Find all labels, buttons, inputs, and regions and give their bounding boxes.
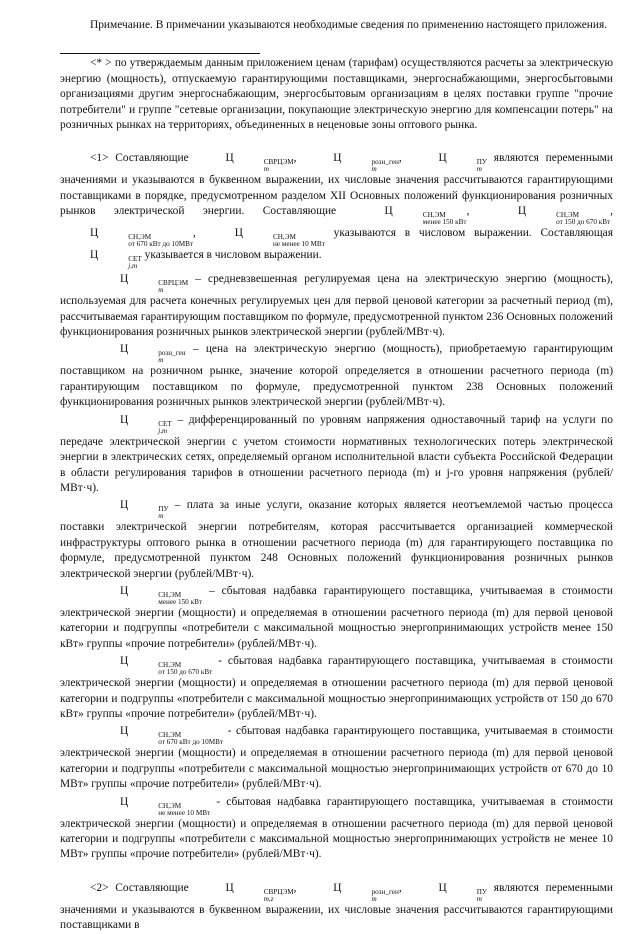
symbol-c-set: Ц СЕТ j,m: [120, 413, 172, 435]
symbol-c-snem-150-670: Ц СН,ЭМ от 150 до 670 кВт: [120, 655, 213, 677]
symbol-c-pu: Ц ПУ m: [438, 881, 487, 903]
symbol-c-set: Ц СЕТ j,m: [90, 249, 142, 271]
symbol-c-snem-ge10: Ц СН,ЭМ не менее 10 МВт: [234, 227, 325, 249]
note-paragraph: Примечание. В примечании указываются необходимые сведения по применению настоящего приложения.: [90, 19, 608, 31]
fn1-end: указывается в числовом выражении.: [144, 249, 322, 262]
symbol-c-snem-150-670: Ц СН,ЭМ от 150 до 670 кВт: [517, 205, 611, 227]
fn1-lead: <1> Составляющие: [90, 152, 189, 165]
definition-snem-670-10: Ц СН,ЭМ от 670 кВт до 10МВт - сбытовая надбавка гарантирующего поставщика, учитываемая в стоимости электрической энергии (мощности) и определяемая в отношении расчетного периода (m) для первой ценовой категории и подгруппы «потребители с максимальной мощностью энергопринимающих устройств от 670 до 10 МВт» группы «прочие потребители» (рублей/МВт·ч).: [60, 725, 613, 791]
symbol-c-rozn: Ц розн_ген m: [333, 881, 399, 903]
symbol-c-snem-ge10: Ц СН,ЭМ не менее 10 МВт: [120, 795, 211, 817]
definition-snem-ge10: Ц СН,ЭМ не менее 10 МВт - сбытовая надбавка гарантирующего поставщика, учитываемая в стоимости электрической энергии (мощности) и определяемая в отношении расчетного периода (m) для первой ценовой категории и подгруппы «потребители с максимальной мощностью энергопринимающих устройств не менее 10 МВт» группы «прочие потребители» (рублей/МВт·ч).: [60, 795, 613, 861]
definition-rozn: Ц розн_ген m – цена на электрическую энергию (мощность), приобретаемую гарантирующим поставщиком на розничном рынке, значение которой определяется в отношении расчетного периода (m) гарантирующим поставщиком по формуле, предусмотренной пунктом 238 Основных положений функционирования розничных рынков электрической энергии (рублей/МВт·ч).: [60, 343, 613, 409]
fn2-lead: <2> Составляющие: [90, 881, 189, 894]
symbol-c-pu: Ц ПУ m: [438, 152, 487, 174]
definition-svrcem: Ц СВРЦЭМ m – средневзвешенная регулируемая цена на электрическую энергию (мощность), используемая для расчета конечных регулируемых цен для первой ценовой категории за расчетный период (m), рассчитываемая гарантирующим поставщиком по формуле, предусмотренной пунктом 236 Основных положений функционирования розничных рынков электрической энергии (рублей/МВт·ч).: [60, 273, 613, 339]
symbol-c-svrcem: Ц СВРЦЭМ m: [225, 152, 294, 174]
symbol-c-snem-670-10: Ц СН,ЭМ от 670 кВт до 10МВт: [120, 725, 224, 747]
footnote-separator: [60, 53, 260, 54]
footnote-2: <2> Составляющие Ц СВРЦЭМ m,z , Ц розн_ген m , Ц ПУ m являются переменными значениями и указываются в буквенном выражении, их числовые значения рассчитываются гарантирующими поставщиками в: [60, 881, 613, 932]
symbol-c-rozn: Ц розн_ген m: [120, 343, 186, 365]
definition-snem-lt150: Ц СН,ЭМ менее 150 кВт – сбытовая надбавка гарантирующего поставщика, учитываемая в стоимости электрической энергии (мощности) и определяемая в отношении расчетного периода (m) для первой ценовой категории и подгруппы «потребители с максимальной мощностью энергопринимающих устройств менее 150 кВт» группы «прочие потребители» (рублей/МВт·ч).: [60, 584, 613, 650]
definition-pu: Ц ПУ m – плата за иные услуги, оказание которых является неотъемлемой частью процесса поставки электрической энергии потребителям, которая рассчитывается организацией коммерческой инфраструктуры оптового рынка в отношении расчетного периода (m) для гарантирующего поставщика по формуле, предусмотренной пунктом 248 Основных положений функционирования розничных рынков электрической энергии (рублей/МВт·ч).: [60, 499, 613, 580]
symbol-c-snem-lt150: Ц СН,ЭМ менее 150 кВт: [120, 584, 203, 606]
symbol-c-rozn: Ц розн_ген m: [333, 152, 399, 174]
fn1-body: являются переменными значениями и указываются в буквенном выражении, их числовые значения рассчитываются гарантирующими поставщиками в порядке, предусмотренном разделом XII Основных положений функционирования розничных рынков электрической энергии. Составляющие: [60, 152, 613, 218]
symbol-c-snem-670-10: Ц СН,ЭМ от 670 кВт до 10МВт: [90, 227, 194, 249]
symbol-c-pu: Ц ПУ m: [120, 499, 169, 521]
symbol-c-snem-lt150: Ц СН,ЭМ менее 150 кВт: [384, 205, 467, 227]
definition-set: Ц СЕТ j,m – дифференцированный по уровням напряжения одноставочный тариф на услуги по передаче электрической энергии с учетом стоимости нормативных технологических потерь электрической энергии в электрических сетях, определяемый органом исполнительной власти субъекта Российской Федерации в области регулирования тарифов в отношении расчетного периода (m) и j-го уровня напряжения (рублей/МВт·ч).: [60, 413, 613, 494]
fn1-tail: указываются в числовом выражении. Составляющая: [333, 227, 613, 240]
symbol-c-svrcem: Ц СВРЦЭМ m: [120, 273, 189, 295]
definition-snem-150-670: Ц СН,ЭМ от 150 до 670 кВт - сбытовая надбавка гарантирующего поставщика, учитываемая в стоимости электрической энергии (мощности) и определяемая в отношении расчетного периода (m) для первой ценовой категории и подгруппы «потребители с максимальной мощностью энергопринимающих устройств от 150 до 670 кВт» группы «прочие потребители» (рублей/МВт·ч).: [60, 655, 613, 720]
symbol-c-svrcem-mz: Ц СВРЦЭМ m,z: [225, 881, 294, 903]
footnote-star: <* > по утверждаемым данным приложением ценам (тарифам) осуществляются расчеты за электрическую энергию (мощность), отпускаемую гарантирующими поставщиками, энергоснабжающими, энергосбытовыми организациями другим энергоснабжающим, энергосбытовым организациям в целях поставки группе "прочие потребители" и группе "сетевые организации, покупающие электрическую энергию для компенсации потерь" на розничных рынках на территориях, объединенных в неценовые зоны оптового рынка.: [60, 57, 613, 132]
fn2-body: являются переменными значениями и указываются в буквенном выражении, их числовые значения рассчитываются гарантирующими поставщиками в: [60, 881, 613, 932]
footnote-1: <1> Составляющие Ц СВРЦЭМ m , Ц розн_ген m , Ц ПУ m являются переменными значениями и указываются в буквенном выражении, их числовые значения рассчитываются гарантирующими поставщиками в порядке, предусмотренном разделом XII Основных положений функционирования розничных рынков электрической энергии. Составляющие Ц СН,ЭМ менее 150 кВт , Ц СН,ЭМ от 150 до 670 кВт , Ц СН,ЭМ от 670 кВт до 10МВт , Ц СН,ЭМ не менее 10 МВт указываются в числовом выражении. Составляющая Ц СЕТ j,m указывается в числовом выражении.: [60, 152, 614, 271]
